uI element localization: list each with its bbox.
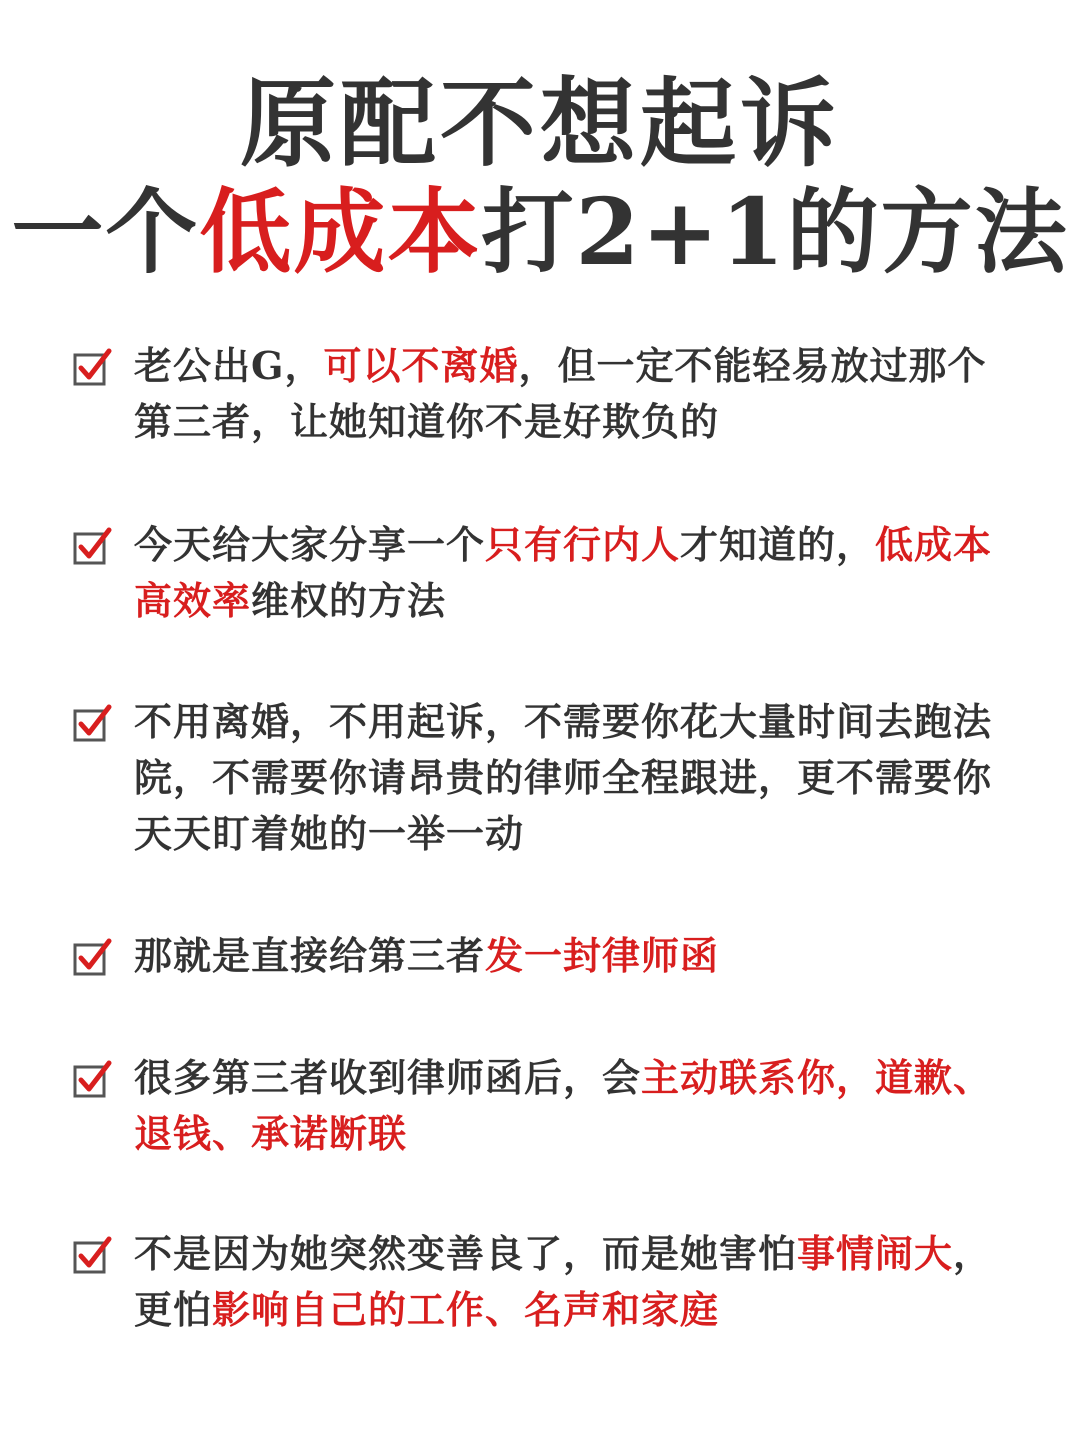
list-item-text (134, 517, 1014, 629)
title-line-2-end: 打2+1的方法 (481, 178, 1069, 286)
list-item-text (134, 694, 1014, 862)
text-segment: 不是因为她突然变善良了，而是她害怕 (134, 1231, 798, 1276)
text-segment: 才知道的， (680, 522, 876, 567)
text-segment: 今天给大家分享一个 (134, 522, 486, 567)
list-item-text (134, 928, 1014, 984)
checkbox-checked-icon (72, 1059, 112, 1099)
list-item-text (134, 1050, 1014, 1162)
list-item-text (134, 1226, 1014, 1338)
title-line-2-start: 一个 (11, 178, 200, 286)
highlight-segment: 影响自己的工作、名声和家庭 (212, 1287, 720, 1332)
title-line-1: 原配不想起诉 (240, 67, 840, 180)
highlight-segment: 可以不离婚 (323, 343, 519, 388)
highlight-segment: 事情闹大 (797, 1231, 954, 1276)
text-segment: 老公出G， (134, 343, 324, 388)
highlight-segment: 发一封律师函 (485, 933, 720, 978)
checkbox-checked-icon (72, 937, 112, 977)
checkbox-checked-icon (72, 1235, 112, 1275)
text-segment: 不用离婚，不用起诉，不需要你花大量时间去跑法院，不需要你请昂贵的律师全程跟进，更不需要你天天盯着她的一举一动 (134, 699, 993, 856)
title-highlight: 低成本 (199, 178, 482, 286)
checkbox-checked-icon (72, 526, 112, 566)
title-line-2 (0, 176, 1080, 288)
text-segment: ，更怕 (134, 1231, 993, 1332)
text-segment: 维权的方法 (251, 578, 447, 623)
text-segment: 那就是直接给第三者 (134, 933, 486, 978)
checkbox-checked-icon (72, 347, 112, 387)
highlight-segment: 主动联系你，道歉、退钱、承诺断联 (134, 1055, 993, 1156)
checkbox-checked-icon (72, 703, 112, 743)
highlight-segment: 低成本高效率 (134, 522, 993, 623)
page-title (0, 68, 1080, 288)
text-segment: 很多第三者收到律师函后，会 (134, 1055, 642, 1100)
list-item-text (134, 338, 1014, 450)
highlight-segment: 只有行内人 (485, 522, 681, 567)
text-segment: ，但一定不能轻易放过那个第三者，让她知道你不是好欺负的 (134, 343, 987, 444)
